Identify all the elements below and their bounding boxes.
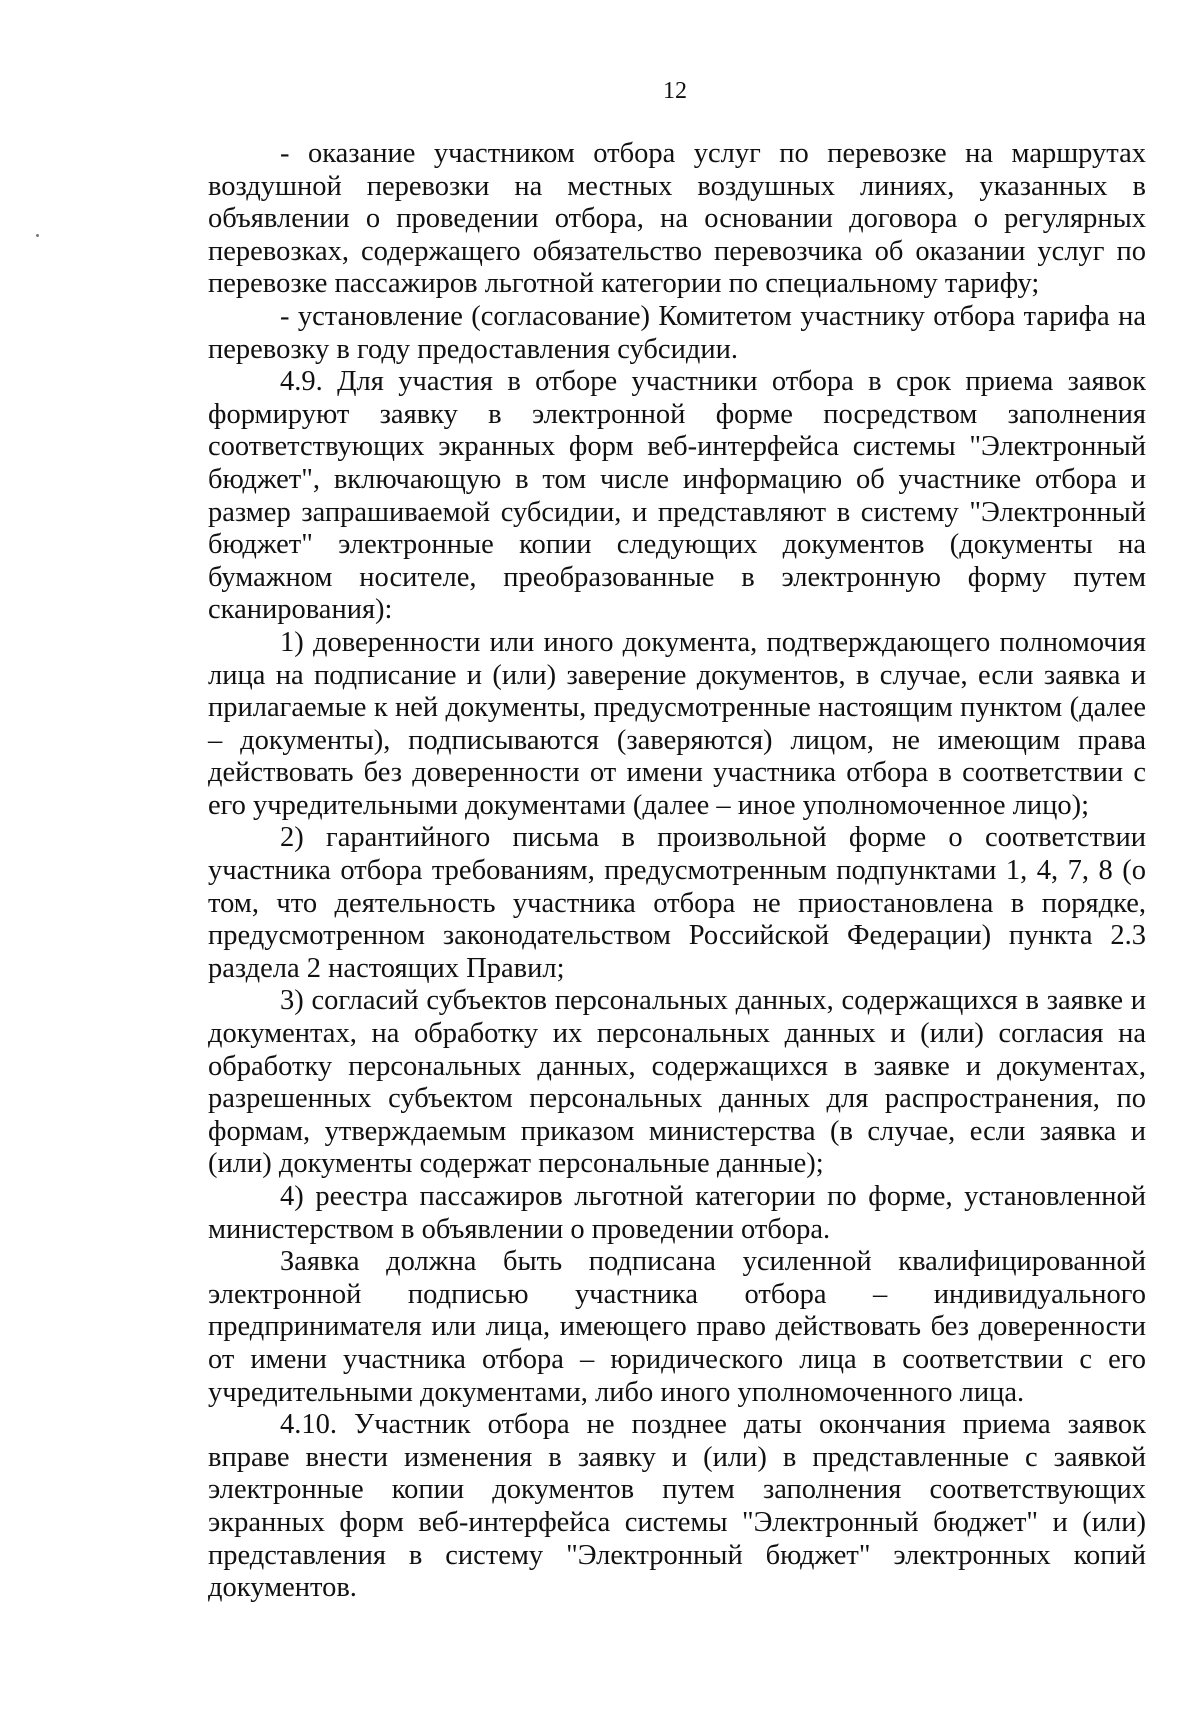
paragraph-signature: Заявка должна быть подписана усиленной квалифицированной электронной подписью участника отбора – индивидуального предпринимателя или лица, имеющего право действовать без доверенности от имени участника отбора – юридического лица в соответствии с его учредительными документами, либо иного уполномоченного лица. <box>208 1246 1146 1408</box>
paragraph-4-9: 4.9. Для участия в отборе участники отбора в срок приема заявок формируют заявку в электронной форме посредством заполнения соответствующих экранных форм веб-интерфейса системы "Электронный бюджет", включающую в том числе информацию об участнике отбора и размер запрашиваемой субсидии, и представляют в систему "Электронный бюджет" электронные копии следующих документов (документы на бумажном носителе, преобразованные в электронную форму путем сканирования): <box>208 366 1146 626</box>
page-number: 12 <box>663 78 687 104</box>
paragraph-item-4: 4) реестра пассажиров льготной категории по форме, установленной министерством в объявлении о проведении отбора. <box>208 1181 1146 1245</box>
paragraph-item-2: 2) гарантийного письма в произвольной форме о соответствии участника отбора требованиям, предусмотренным подпунктами 1, 4, 7, 8 (о том, что деятельность участника отбора не приостановлена в порядке, предусмотренном законодательством Российской Федерации) пункта 2.3 раздела 2 настоящих Правил; <box>208 822 1146 984</box>
paragraph-4-10: 4.10. Участник отбора не позднее даты окончания приема заявок вправе внести изменения в заявку и (или) в представленные с заявкой электронные копии документов путем заполнения соответствующих экранных форм веб-интерфейса системы "Электронный бюджет" и (или) представления в систему "Электронный бюджет" электронных копий документов. <box>208 1409 1146 1604</box>
paragraph-tariff-approval: - установление (согласование) Комитетом участнику отбора тарифа на перевозку в году предоставления субсидии. <box>208 300 1146 365</box>
paragraph-service-provision: - оказание участником отбора услуг по перевозке на маршрутах воздушной перевозки на местных воздушных линиях, указанных в объявлении о проведении отбора, на основании договора о регулярных перевозках, содержащего обязательство перевозчика об оказании услуг по перевозке пассажиров льготной категории по специальному тарифу; <box>208 138 1146 300</box>
paragraph-item-3: 3) согласий субъектов персональных данных, содержащихся в заявке и документах, на обработку их персональных данных и (или) согласия на обработку персональных данных, содержащихся в заявке и документах, разрешенных субъектом персональных данных для распространения, по формам, утверждаемым приказом министерства (в случае, если заявка и (или) документы содержат персональные данные); <box>208 985 1146 1180</box>
scan-speck <box>36 234 39 237</box>
document-body <box>208 138 1146 1605</box>
paragraph-item-1: 1) доверенности или иного документа, подтверждающего полномочия лица на подписание и (или) заверение документов, в случае, если заявка и прилагаемые к ней документы, предусмотренные настоящим пунктом (далее – документы), подписываются (заверяются) лицом, не имеющим права действовать без доверенности от имени участника отбора в соответствии с его учредительными документами (далее – иное уполномоченное лицо); <box>208 626 1146 821</box>
